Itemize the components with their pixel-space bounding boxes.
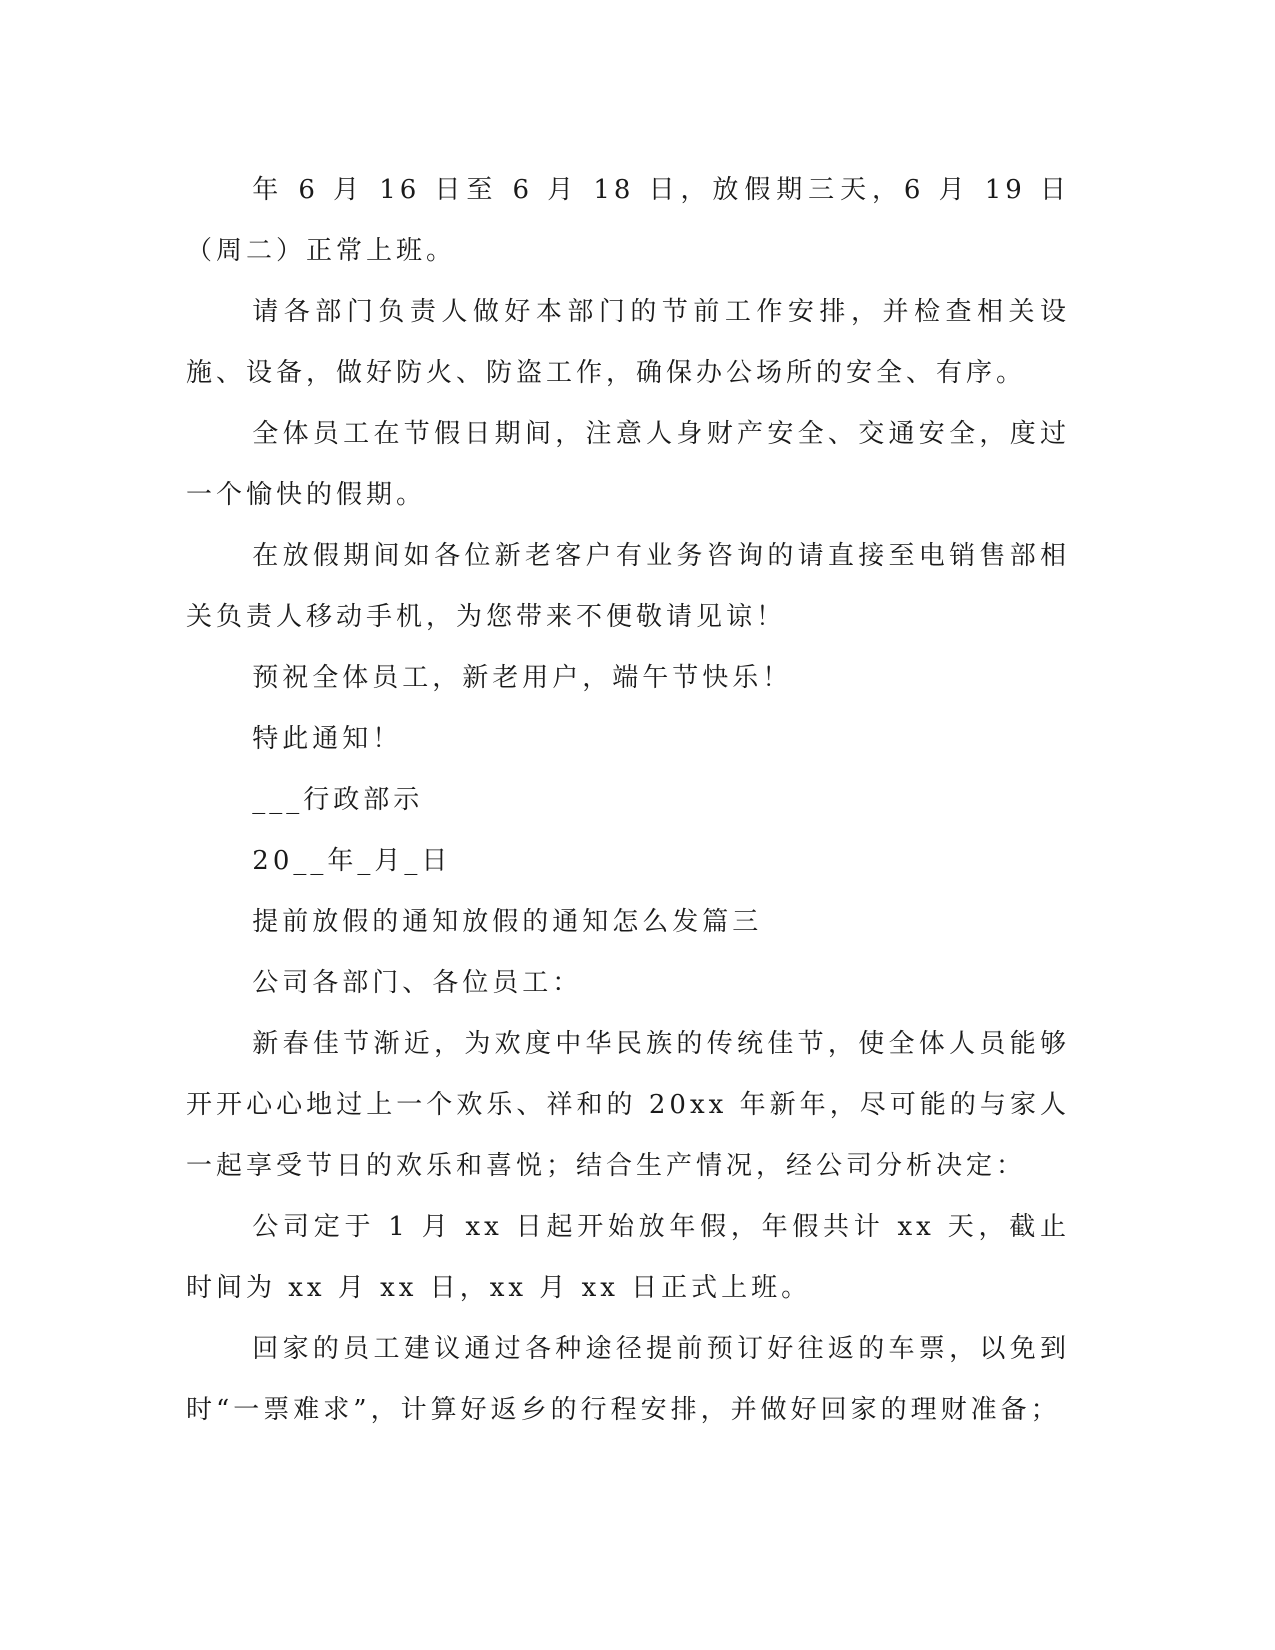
paragraph-travel-advice: 回家的员工建议通过各种途径提前预订好往返的车票，以免到时“一票难求”，计算好返乡的行程安排，并做好回家的理财准备；: [186, 1334, 1070, 1425]
signature-date: 20__年_月_日: [252, 846, 452, 876]
paragraph-new-year-schedule: 公司定于 1 月 xx 日起开始放年假，年假共计 xx 天，截止时间为 xx 月 xx 日，xx 月 xx 日正式上班。: [186, 1212, 1070, 1303]
paragraph-holiday-dates: 年 6 月 16 日至 6 月 18 日，放假期三天，6 月 19 日（周二）正常上班。: [186, 175, 1070, 266]
document-body: [186, 160, 1070, 1441]
salutation: 公司各部门、各位员工：: [252, 968, 583, 998]
section-heading: 提前放假的通知放假的通知怎么发篇三: [252, 907, 763, 937]
paragraph-new-year-intro: 新春佳节渐近，为欢度中华民族的传统佳节，使全体人员能够开开心心地过上一个欢乐、祥和的 20xx 年新年，尽可能的与家人一起享受节日的欢乐和喜悦；结合生产情况，经公司分析决定：: [186, 1029, 1070, 1181]
paragraph-staff-safety: 全体员工在节假日期间，注意人身财产安全、交通安全，度过一个愉快的假期。: [186, 419, 1070, 510]
paragraph-notice-closing: 特此通知！: [252, 724, 403, 754]
paragraph-department-arrangements: 请各部门负责人做好本部门的节前工作安排，并检查相关设施、设备，做好防火、防盗工作，确保办公场所的安全、有序。: [186, 297, 1070, 388]
signature-department: ___行政部示: [252, 785, 424, 815]
paragraph-festival-wishes: 预祝全体员工，新老用户，端午节快乐！: [252, 663, 793, 693]
paragraph-customer-inquiries: 在放假期间如各位新老客户有业务咨询的请直接至电销售部相关负责人移动手机，为您带来不便敬请见谅！: [186, 541, 1070, 632]
